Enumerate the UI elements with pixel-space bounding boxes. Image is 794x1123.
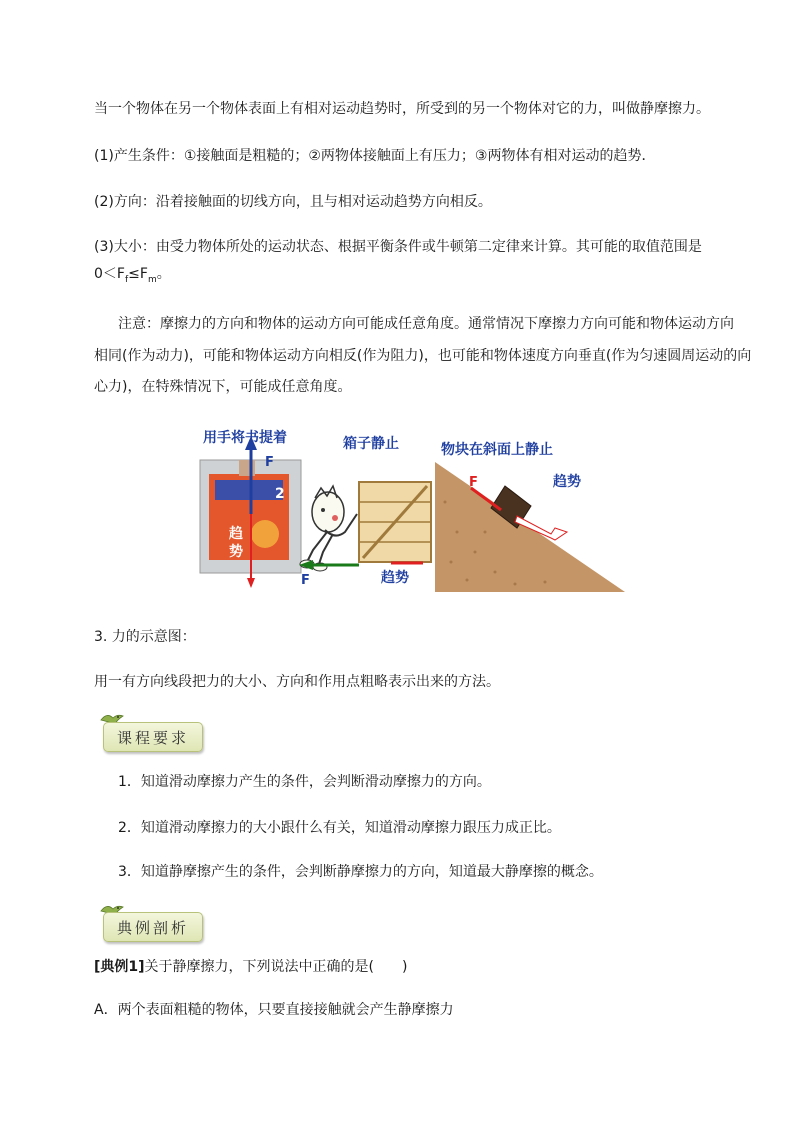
crate-force-label: F (301, 573, 310, 588)
size-range-prefix: 0＜F (94, 266, 125, 282)
requirement-item: 2．知道滑动摩擦力的大小跟什么有关，知道滑动摩擦力跟压力成正比。 (118, 820, 561, 836)
paragraph-condition: (1)产生条件：①接触面是粗糙的；②两物体接触面上有压力；③两物体有相对运动的趋势． (94, 148, 656, 164)
example-tag: [典例1] (94, 959, 145, 975)
label-book: 用手将书提着 (203, 430, 287, 446)
friction-figure (195, 422, 630, 597)
cartoon-legs (307, 532, 333, 564)
hand (239, 460, 255, 476)
size-range-sub-f: f (124, 274, 129, 285)
paragraph-direction: (2)方向：沿着接触面的切线方向，且与相对运动趋势方向相反。 (94, 194, 492, 210)
example-question (94, 957, 407, 977)
book-force-label: F (265, 455, 274, 470)
example-option-a: A．两个表面粗糙的物体，只要直接接触就会产生静摩擦力 (94, 1002, 454, 1018)
cartoon-head (312, 492, 344, 532)
requirements-badge: 课程要求 (103, 722, 203, 752)
book-orange-circle (251, 520, 279, 548)
paragraph-size-line1: (3)大小：由受力物体所处的运动状态、根据平衡条件或牛顿第二定律来计算。其可能的取值范围是 (94, 239, 702, 255)
paragraph-note-line2: 相同(作为动力)，可能和物体运动方向相反(作为阻力)，也可能和物体速度方向垂直(作为匀速圆周运动的向 (94, 348, 752, 364)
diagram-desc: 用一有方向线段把力的大小、方向和作用点粗略表示出来的方法。 (94, 674, 500, 690)
size-range-mid: ≤F (128, 266, 148, 282)
label-slope: 物块在斜面上静止 (441, 442, 553, 458)
incline-force-label: F (469, 475, 478, 490)
paragraph-note-line1: 注意：摩擦力的方向和物体的运动方向可能成任意角度。通常情况下摩擦力方向可能和物体运动方向 (118, 316, 734, 332)
paragraph-note-line3: 心力)，在特殊情况下，可能成任意角度。 (94, 379, 352, 395)
cartoon-cheek (332, 515, 338, 521)
size-range-sub-m: m (147, 274, 157, 285)
diagram-title: 3. 力的示意图： (94, 629, 196, 645)
paragraph-size-line2 (94, 264, 171, 290)
book-down-arrowhead (247, 578, 255, 588)
examples-badge: 典例剖析 (103, 912, 203, 942)
paragraph-intro: 当一个物体在另一个物体表面上有相对运动趋势时，所受到的另一个物体对它的力，叫做静摩擦力。 (94, 101, 710, 117)
cartoon-eye (321, 508, 325, 512)
incline-trend-label: 趋势 (553, 474, 581, 490)
requirement-item: 1．知道滑动摩擦力产生的条件，会判断滑动摩擦力的方向。 (118, 774, 491, 790)
requirement-item: 3．知道静摩擦产生的条件，会判断静摩擦力的方向，知道最大静摩擦的概念。 (118, 864, 603, 880)
label-box: 箱子静止 (343, 436, 399, 452)
book-title-band (215, 480, 283, 500)
size-range-suffix: 。 (156, 266, 171, 282)
book-number: 2 (275, 486, 285, 502)
example-question-text: 关于静摩擦力，下列说法中正确的是( ) (144, 959, 408, 975)
book-trend-1: 趋 (229, 526, 243, 542)
crate-trend-label: 趋势 (381, 570, 409, 586)
book-trend-2: 势 (229, 544, 243, 560)
